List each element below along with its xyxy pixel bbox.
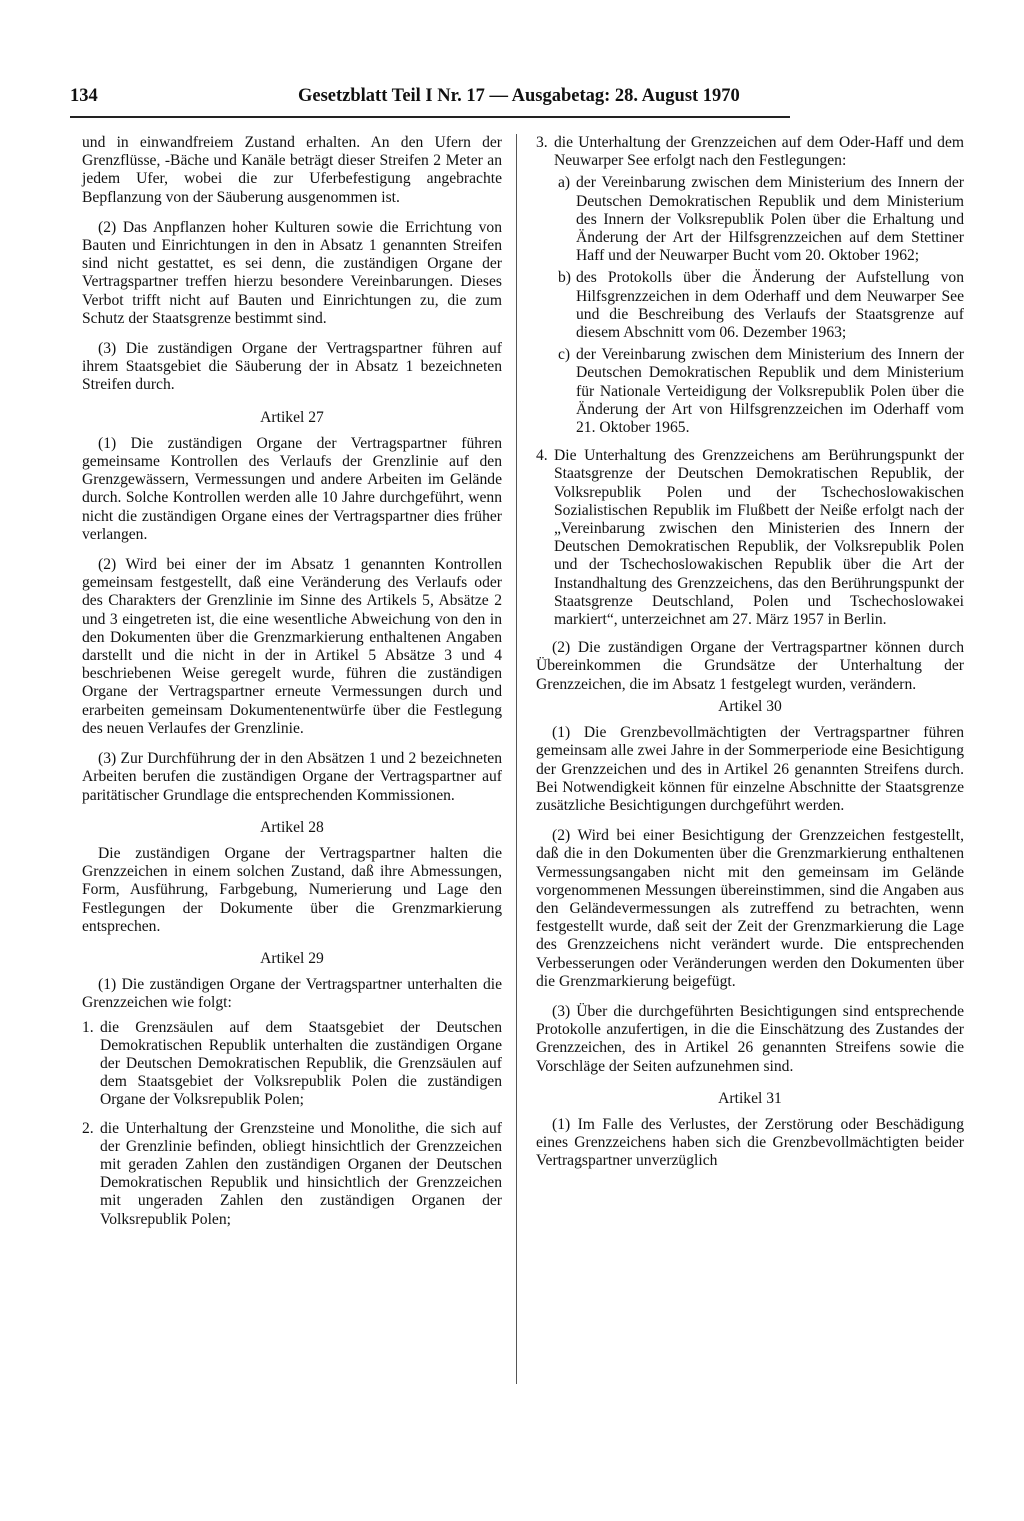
header-rule xyxy=(70,116,790,118)
list-item-label: a) xyxy=(558,174,571,192)
sub-list-item xyxy=(558,346,964,437)
left-column xyxy=(82,134,502,1233)
page-header xyxy=(70,86,780,116)
list-item-label: c) xyxy=(558,346,571,364)
paragraph: (2) Wird bei einer der im Absatz 1 genannten Kontrollen gemeinsam festgestellt, daß eine Veränderung des Verlaufs oder des Charakters der Grenzlinie im Sinne des Artikels 5, Absätze 2 und 3 eingetreten ist, die eine wesentliche Abweichung von den in den Dokumenten über die Grenzmarkierung enthaltenen Angaben darstellt und die nicht in der in Artikel 5 Absätze 3 und 4 beschriebenen Weise geregelt wurde, führen die zuständigen Organe der Vertragspartner erneute Vermessungen durch und erarbeiten gemeinsam Dokumentenentwürfe über die Festlegung des neuen Verlaufes der Grenzlinie. xyxy=(82,556,502,737)
paragraph: (3) Über die durchgeführten Besichtigungen sind entsprechende Protokolle anzufertigen, in die die Einschätzung des Zustandes der Grenzzeichen, des in Artikel 26 genannten Streifens sowie die Vorschläge der Seiten aufzunehmen sind. xyxy=(536,1002,964,1075)
sub-list-item xyxy=(558,269,964,342)
list-item-label: 2. xyxy=(82,1119,94,1137)
list-item-text: des Protokolls über die Änderung der Aufstellung von Hilfsgrenzzeichen in dem Oderhaff und dem Neuwarper See und die Beschreibung des Verlaufs der Staatsgrenze auf diesem Abschnitt vom 06. Dezember 1963; xyxy=(576,269,964,342)
list-item-text: Die Unterhaltung des Grenzzeichens am Berührungspunkt der Staatsgrenze der Deutschen Demokratischen Republik, der Volksrepublik Polen und der Tschechoslowakischen Sozialistischen Republik im Flußbett der Neiße erfolgt nach der „Vereinbarung zwischen den Ministerien des Innern der Deutschen Demokratischen Republik, der Volksrepublik Polen und der Tschechoslowakischen Republik über die Art der Instandhaltung des Grenzzeichens, das den Berührungspunkt der Staatsgrenze Deutschland, Polen und Tschechoslowakei markiert“, unterzeichnet am 27. März 1957 in Berlin. xyxy=(554,447,964,629)
list-item-label: b) xyxy=(558,269,571,287)
list-item-label: 1. xyxy=(82,1018,94,1036)
paragraph: (3) Die zuständigen Organe der Vertragspartner führen auf ihrem Staatsgebiet die Säuberung der in Absatz 1 bezeichneten Streifen durch. xyxy=(82,340,502,394)
paragraph: (2) Das Anpflanzen hoher Kulturen sowie die Errichtung von Bauten und Einrichtungen in den in Absatz 1 genannten Streifen sind nicht gestattet, es sei denn, die zuständigen Organe der Vertragspartner treffen hierzu besondere Vereinbarungen. Dieses Verbot trifft nicht auf Bauten und Einrichtungen zu, die zum Schutz der Staatsgrenze bestimmt sind. xyxy=(82,218,502,327)
article-heading: Artikel 28 xyxy=(260,818,324,836)
list-item xyxy=(82,1120,502,1229)
article-heading: Artikel 27 xyxy=(260,408,324,426)
paragraph: (2) Die zuständigen Organe der Vertragspartner können durch Übereinkommen die Grundsätze der Unterhaltung der Grenzzeichen, die im Absatz 1 festgelegt wurden, verändern. xyxy=(536,639,964,693)
paragraph: (3) Zur Durchführung der in den Absätzen 1 und 2 bezeichneten Arbeiten berufen die zuständigen Organe der Vertragspartner auf paritätischer Grundlage die entsprechenden Kommissionen. xyxy=(82,750,502,804)
article-heading: Artikel 30 xyxy=(718,697,782,715)
list-item xyxy=(82,1019,502,1110)
paragraph: (1) Die zuständigen Organe der Vertragspartner führen gemeinsame Kontrollen des Verlaufs der Grenzlinie auf den Grenzgewässern, Vermessungen und andere Arbeiten im Gelände durch. Solche Kontrollen werden alle 10 Jahre durchgeführt, wenn nicht die zuständigen Organe eines der Vertragspartner dies früher verlangen. xyxy=(82,434,502,543)
paragraph: (1) Im Falle des Verlustes, der Zerstörung oder Beschädigung eines Grenzzeichens haben sich die Grenzbevollmächtigten beider Vertragspartner unverzüglich xyxy=(536,1115,964,1170)
article-heading: Artikel 29 xyxy=(260,949,324,967)
article-heading: Artikel 31 xyxy=(718,1089,782,1107)
list-item-label: 3. xyxy=(536,134,548,151)
column-divider xyxy=(516,134,517,1384)
paragraph: Die zuständigen Organe der Vertragspartner halten die Grenzzeichen in einem solchen Zustand, daß ihre Abmessungen, Form, Ausführung, Farbgebung, Numerierung und Lage den Festlegungen der Dokumente über die Grenzmarkierung entsprechen. xyxy=(82,844,502,935)
list-item-text: der Vereinbarung zwischen dem Ministerium des Innern der Deutschen Demokratischen Republik und dem Ministerium des Innern der Volksrepublik Polen über die Erhaltung und Änderung der Art der Hilfsgrenzzeichen auf dem Stettiner Haff und der Neuwarper Bucht vom 20. Oktober 1962; xyxy=(576,174,964,265)
paragraph: und in einwandfreiem Zustand erhalten. An den Ufern der Grenzflüsse, -Bäche und Kanäle beträgt dieser Streifen 2 Meter an jedem Ufer, wobei die zur Uferbefestigung angebrachte Bepflanzung von der Säuberung ausgenommen ist. xyxy=(82,134,502,206)
list-item-text: die Unterhaltung der Grenzzeichen auf dem Oder-Haff und dem Neuwarper See erfolgt nach den Festlegungen: xyxy=(554,134,964,170)
list-item-label: 4. xyxy=(536,447,548,465)
paragraph: (1) Die zuständigen Organe der Vertragspartner unterhalten die Grenzzeichen wie folgt: xyxy=(82,976,502,1012)
running-title: Gesetzblatt Teil I Nr. 17 — Ausgabetag: 28. August 1970 xyxy=(298,86,740,106)
list-item-text: der Vereinbarung zwischen dem Ministerium des Innern der Deutschen Demokratischen Republik und dem Ministerium für Nationale Verteidigung der Volksrepublik Polen über die Änderung der Art von Hilfsgrenzzeichen im Oderhaff vom 21. Oktober 1965. xyxy=(576,346,964,437)
paragraph: (2) Wird bei einer Besichtigung der Grenzzeichen festgestellt, daß die in den Dokumenten über die Grenzmarkierung enthaltenen Vermessungsangaben nicht mit den gemeinsam im Gelände vorgenommenen Messungen übereinstimmen, sind die Angaben aus den Geländevermessungen als zutreffend zu betrachten, wenn festgestellt wurde, daß seit der Zeit der Grenzmarkierung die Lage des Grenzzeichens nicht verändert wurde. Die entsprechenden Verbesserungen oder Veränderungen werden den Dokumenten über die Grenzmarkierung beigefügt. xyxy=(536,827,964,990)
page-number: 134 xyxy=(70,86,98,106)
list-item-text: die Grenzsäulen auf dem Staatsgebiet der Deutschen Demokratischen Republik unterhalten die zuständigen Organe der Deutschen Demokratischen Republik, die Grenzsäulen auf dem Staatsgebiet der Volksrepublik Polen die zuständigen Organe der Volksrepublik Polen; xyxy=(100,1018,502,1109)
paragraph: (1) Die Grenzbevollmächtigten der Vertragspartner führen gemeinsam alle zwei Jahre in der Sommerperiode eine Besichtigung der Grenzzeichen und des in Artikel 26 genannten Streifens durch. Bei Notwendigkeit können für einzelne Abschnitte der Staatsgrenze zusätzliche Besichtigungen durchgeführt werden. xyxy=(536,724,964,814)
sub-list-item xyxy=(558,174,964,265)
right-column xyxy=(536,134,964,1183)
sub-list xyxy=(536,174,964,437)
list-item-text: die Unterhaltung der Grenzsteine und Monolithe, die sich auf der Grenzlinie befinden, obliegt hinsichtlich der Grenzzeichen mit geraden Zahlen den zuständigen Organen der Deutschen Demokratischen Republik und hinsichtlich der Grenzzeichen mit ungeraden Zahlen den zuständigen Organen der Volksrepublik Polen; xyxy=(100,1119,502,1228)
list-item xyxy=(536,447,964,629)
list-item xyxy=(536,134,964,170)
